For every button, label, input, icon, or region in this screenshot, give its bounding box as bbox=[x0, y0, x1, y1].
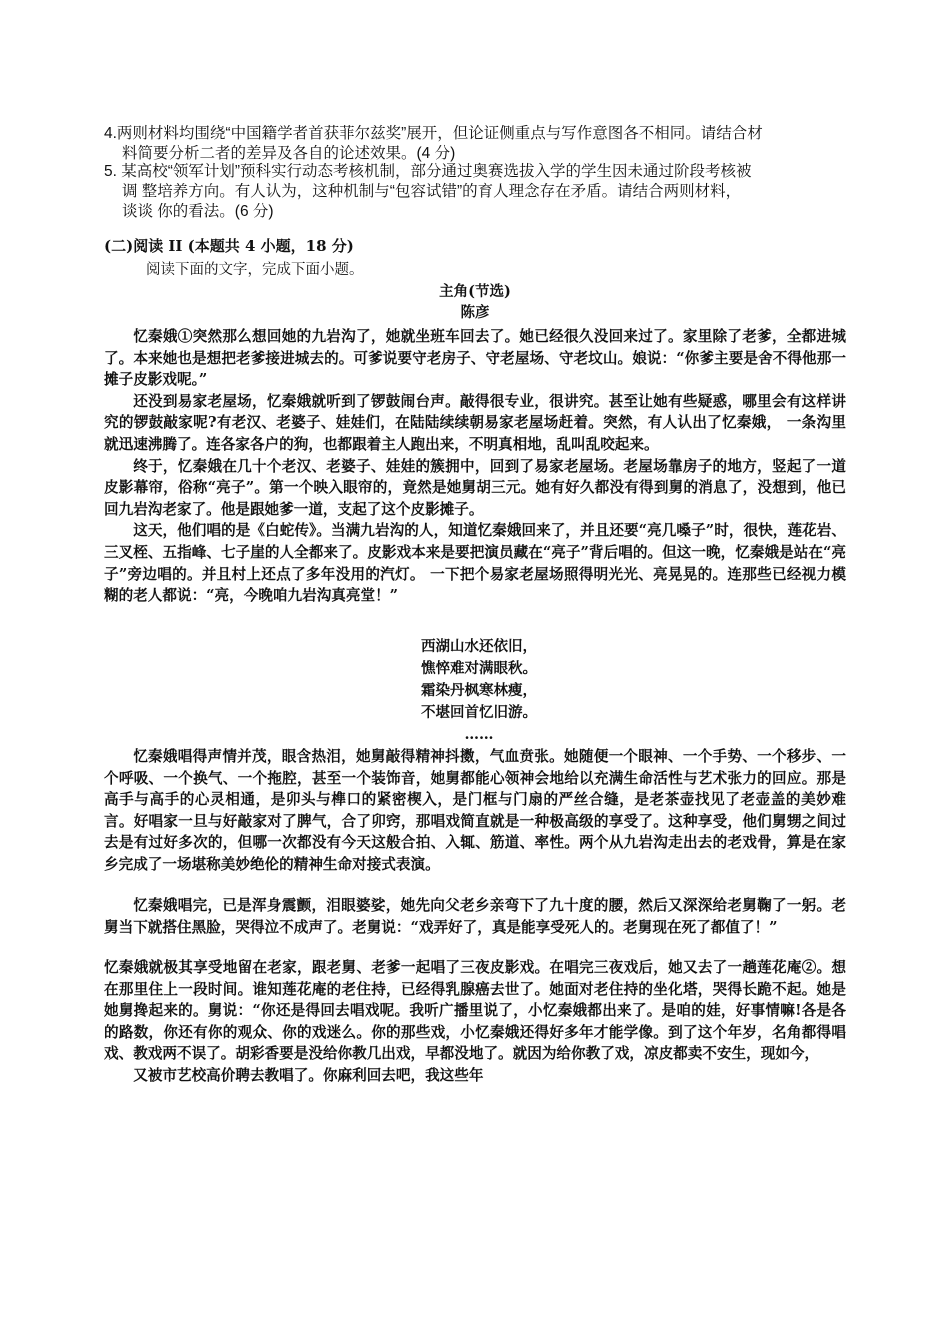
reading-instruction: 阅读下面的文字，完成下面小题。 bbox=[146, 262, 364, 278]
story-title: 主角(节选) bbox=[439, 283, 511, 300]
paragraph: 还没到易家老屋场，忆秦娥就听到了锣鼓闹台声。敲得很专业，很讲究。甚至让她有些疑惑，哪里会有这样讲究的锣鼓敲家呢?有老汉、老婆子、娃娃们，在陆陆续续朝易家老屋场赶着。突然，有人认出了忆秦娥， 一条沟里就迅速沸腾了。连各家各户的狗，也都跟着主人跑出来，不明真相地，乱叫乱咬起来。 bbox=[104, 392, 846, 453]
question-5 bbox=[104, 162, 852, 222]
paragraph: 忆秦娥唱得声情并茂，眼含热泪，她舅敲得精神抖擞，气血贲张。她随便一个眼神、一个手势、一个移步、一个呼吸、一个换气、一个拖腔，甚至一个装饰音，她舅都能心领神会地给以充满生命活性与艺术张力的回应。那是高手与高手的心灵相通，是卯头与榫口的紧密楔入，是门框与门扇的严丝合缝，是老茶壶找见了老壶盖的美妙难言。好唱家一旦与好敲家对了脾气，合了卯窍，那唱戏简直就是一种极高级的享受了。这种享受，他们舅甥之间过去是有过好多次的，但哪一次都没有今天这般合拍、入辄、筋道、率性。两个从九岩沟走出去的老戏骨，算是在家乡完成了一场堪称美妙绝伦的精神生命对接式表演。 bbox=[104, 748, 846, 873]
question-5-line-2: 调 整培养方向。有人认为，这种机制与“包容试错”的育人理念存在矛盾。请结合两则材料， bbox=[122, 183, 742, 200]
question-5-line-3: 谈谈 你的看法。(6 分) bbox=[122, 203, 274, 220]
poem-line: 憔悴难对满眼秋。 bbox=[421, 660, 537, 677]
poem-line: 霜染丹枫寒林瘦， bbox=[421, 682, 537, 699]
paragraph: 忆秦娥就极其享受地留在老家，跟老舅、老爹一起唱了三夜皮影戏。在唱完三夜戏后，她又去了一趟莲花庵②。想在那里住上一段时间。谁知莲花庵的老住持，已经得乳腺癌去世了。她面对老住持的坐化塔，哭得长跪不起。她是她舅搀起来的。舅说：“你还是得回去唱戏呢。我听广播里说了，小忆秦娥都出来了。是咱的娃，好事情嘛!各是各的路数，你还有你的观众、你的戏迷么。你的那些戏，小忆秦娥还得好多年才能学像。到了这个年岁，名角都得唱戏、教戏两不误了。胡彩香要是没给你教几出戏，早都没地了。就因为给你教了戏，凉皮都卖不安生，现如今， bbox=[104, 959, 846, 1063]
poem-line: 西湖山水还依旧， bbox=[421, 638, 537, 655]
question-4-line-2: 料简要分析二者的差异及各自的论述效果。(4 分) bbox=[122, 145, 456, 162]
story-body-part-2 bbox=[104, 746, 846, 876]
section-title: (二)阅读 II (本题共 4 小题，18 分) bbox=[104, 237, 354, 255]
story-author: 陈彦 bbox=[460, 304, 490, 321]
question-4-line-1: 4.两则材料均围绕“中国籍学者首获菲尔兹奖”展开，但论证侧重点与写作意图各不相同。请结合材 bbox=[104, 125, 763, 142]
story-body-part-1 bbox=[104, 326, 846, 607]
question-4 bbox=[104, 124, 852, 164]
paragraph: 又被市艺校高价聘去教唱了。你麻利回去吧，我这些年 bbox=[133, 1066, 484, 1084]
story-body-part-4 bbox=[104, 957, 846, 1087]
paragraph: 忆秦娥①突然那么想回她的九岩沟了，她就坐班车回去了。她已经很久没回来过了。家里除了老爹，全都进城了。本来她也是想把老爹接进城去的。可爹说要守老房子、守老屋场、守老坟山。娘说：“你爹主要是舍不得他那一摊子皮影戏呢。” bbox=[104, 328, 846, 389]
question-5-line-1: 5. 某高校“领军计划”预科实行动态考核机制，部分通过奥赛选拔入学的学生因未通过阶段考核被 bbox=[104, 163, 752, 180]
story-body-part-3 bbox=[104, 895, 846, 938]
paragraph: 这天，他们唱的是《白蛇传》。当满九岩沟的人，知道忆秦娥回来了，并且还要“亮几嗓子”时，很快，莲花岩、三叉桎、五指峰、七子崖的人全都来了。皮影戏本来是要把演员藏在“亮子”背后唱的。但这一晚，忆秦娥是站在“亮子”旁边唱的。并且村上还点了多年没用的汽灯。 一下把个易家老屋场照得明光光、亮晃晃的。连那些已经视力模糊的老人都说：“亮，今晚咱九岩沟真亮堂！” bbox=[104, 522, 846, 605]
poem-ellipsis: …… bbox=[464, 726, 494, 743]
paragraph: 忆秦娥唱完，已是浑身震颤，泪眼婆娑，她先向父老乡亲弯下了九十度的腰，然后又深深给老舅鞠了一躬。老舅当下就搭住黑脸，哭得泣不成声了。老舅说：“戏弄好了，真是能享受死人的。老舅现在死了都值了！” bbox=[104, 897, 846, 936]
poem-verse bbox=[0, 636, 950, 746]
poem-line: 不堪回首忆旧游。 bbox=[421, 704, 537, 721]
paragraph: 终于，忆秦娥在几十个老汉、老婆子、娃娃的簇拥中，回到了易家老屋场。老屋场靠房子的地方，竖起了一道皮影幕帘，俗称“亮子”。第一个映入眼帘的，竟然是她舅胡三元。她有好久都没有得到舅的消息了，没想到，他已回九岩沟老家了。他是跟她爹一道，支起了这个皮影摊子。 bbox=[104, 457, 846, 518]
